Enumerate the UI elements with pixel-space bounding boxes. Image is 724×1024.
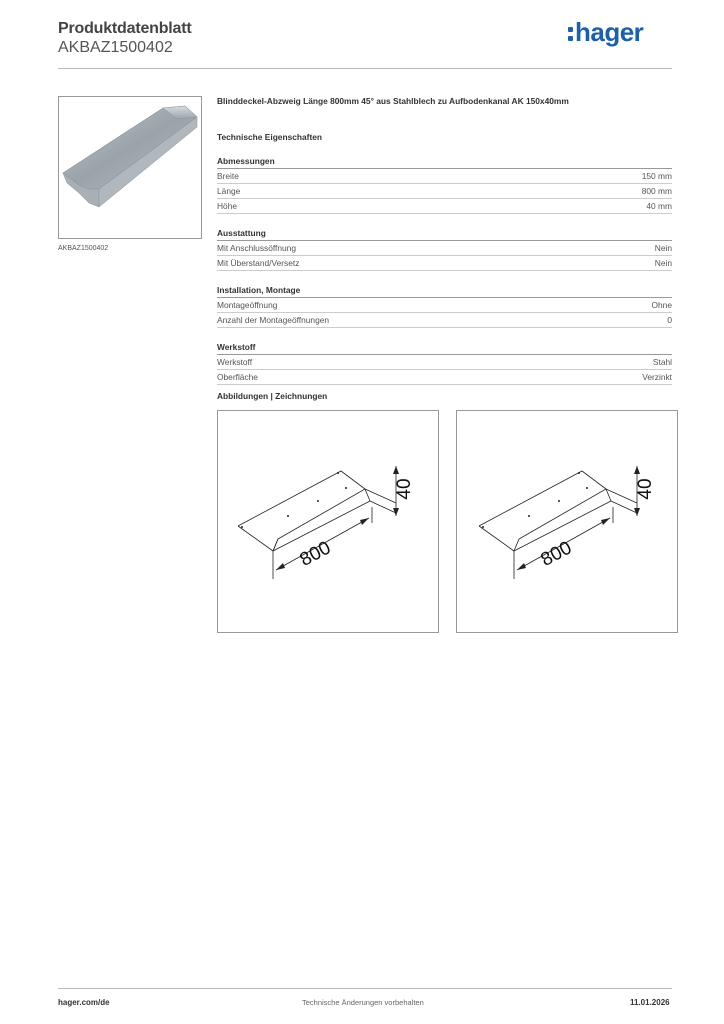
footer-date: 11.01.2026 [630, 998, 670, 1007]
property-value: 0 [667, 315, 672, 325]
property-row [217, 256, 672, 271]
footer-divider [58, 988, 672, 989]
product-description: Blinddeckel-Abzweig Länge 800mm 45° aus Stahlblech zu Aufbodenkanal AK 150x40mm [217, 96, 569, 106]
property-value: Stahl [652, 357, 672, 367]
group-title: Ausstattung [217, 228, 672, 241]
drawings-heading: Abbildungen | Zeichnungen [217, 391, 328, 401]
property-row [217, 313, 672, 328]
footer-website-link[interactable]: hager.com/de [58, 998, 110, 1007]
property-value: Verzinkt [642, 372, 672, 382]
technical-heading: Technische Eigenschaften [217, 132, 323, 142]
group-installation [217, 285, 672, 328]
article-number: AKBAZ1500402 [58, 39, 173, 56]
logo-text: hager [575, 17, 644, 47]
property-label: Breite [217, 171, 239, 181]
group-equipment [217, 228, 672, 271]
height-dimension-label: 40 [394, 478, 415, 500]
property-row [217, 241, 672, 256]
length-dimension-label: 800 [296, 537, 335, 571]
footer-notice: Technische Änderungen vorbehalten [302, 998, 424, 1007]
property-label: Länge [217, 186, 241, 196]
property-value: Ohne [651, 300, 672, 310]
property-label: Höhe [217, 201, 238, 211]
property-label: Werkstoff [217, 357, 253, 367]
property-value: 800 mm [641, 186, 672, 196]
property-row [217, 355, 672, 370]
group-material [217, 342, 672, 385]
property-label: Oberfläche [217, 372, 258, 382]
product-details [217, 92, 672, 385]
page-title: Produktdatenblatt [58, 20, 192, 37]
property-row [217, 169, 672, 184]
group-dimensions [217, 156, 672, 214]
group-title: Installation, Montage [217, 285, 672, 298]
logo-mark-icon [568, 23, 574, 43]
property-value: 150 mm [641, 171, 672, 181]
property-row [217, 370, 672, 385]
cover-plate-image [59, 97, 201, 238]
property-row [217, 184, 672, 199]
property-row [217, 199, 672, 214]
photo-caption: AKBAZ1500402 [58, 245, 109, 252]
property-label: Montageöffnung [217, 300, 278, 310]
group-title: Werkstoff [217, 342, 672, 355]
property-row [217, 298, 672, 313]
property-value: Nein [654, 258, 672, 268]
property-label: Mit Überstand/Versetz [217, 258, 300, 268]
technical-drawing [456, 410, 678, 633]
hager-logo [568, 17, 643, 48]
length-dimension-label: 800 [537, 537, 576, 571]
property-value: 40 mm [646, 201, 672, 211]
dimension-drawing [457, 411, 679, 632]
property-value: Nein [654, 243, 672, 253]
group-title: Abmessungen [217, 156, 672, 169]
dimension-drawing [218, 411, 438, 632]
header-divider [58, 68, 672, 69]
height-dimension-label: 40 [635, 478, 656, 500]
property-label: Anzahl der Montageöffnungen [217, 315, 330, 325]
product-photo [58, 96, 202, 239]
property-label: Mit Anschlussöffnung [217, 243, 296, 253]
technical-drawing [217, 410, 439, 633]
